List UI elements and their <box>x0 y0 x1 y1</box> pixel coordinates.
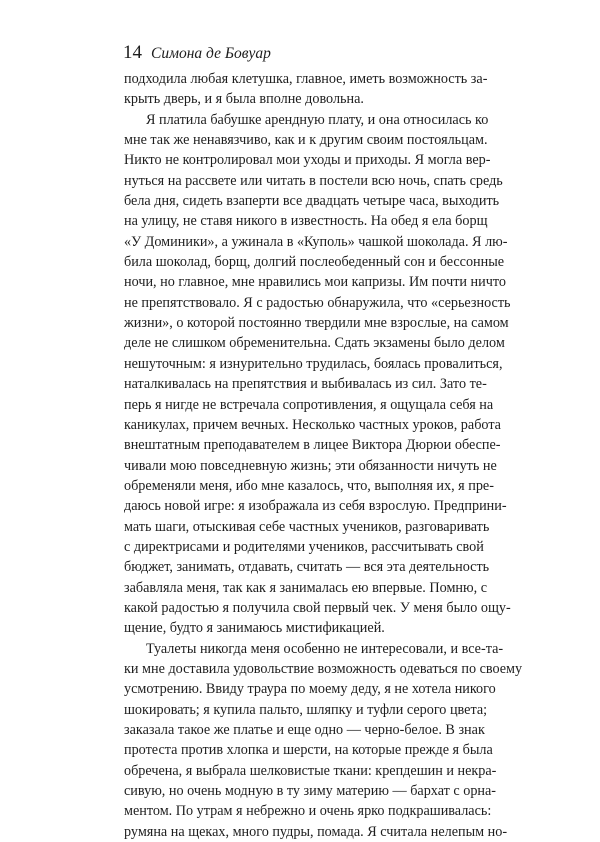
text-line: бела дня, сидеть взаперти все двадцать четыре часа, выходить <box>124 193 500 210</box>
text-line: Никто не контролировал мои уходы и приходы. Я могла вер- <box>124 152 491 169</box>
text-line: заказала такое же платье и еще одно — черно-белое. В знак <box>124 722 485 738</box>
text-line: не препятствовало. Я с радостью обнаружила, что «серьезность <box>124 294 511 311</box>
text-line: нуться на рассвете или читать в постели всю ночь, спать средь <box>124 172 503 189</box>
text-line: ки мне доставила удовольствие возможность одеваться по своему <box>124 660 523 677</box>
text-line: деле не слишком обременительна. Сдать экзамены было делом <box>124 335 505 352</box>
text-line: наталкивалась на препятствия и выбивалась из сил. Зато те- <box>124 376 487 393</box>
page-number: 14 <box>123 42 142 63</box>
text-line: шокировать; я купила пальто, шляпку и туфли серого цвета; <box>124 701 488 718</box>
text-line: жизни», о которой постоянно твердили мне взрослые, на самом <box>124 315 509 332</box>
running-title: Симона де Бовуар <box>151 45 271 62</box>
paragraph <box>124 110 511 639</box>
paragraph <box>124 69 488 110</box>
text-line: протеста против хлопка и шерсти, на которые прежде я была <box>124 742 493 759</box>
text-line: румяна на щеках, много пудры, помада. Я считала нелепым но- <box>124 823 508 840</box>
paragraph <box>124 639 523 842</box>
text-line: мать шаги, отыскивая себе частных учеников, разговаривать <box>124 518 490 535</box>
text-line: перь я нигде не встречала сопротивления, я ощущала себя на <box>124 396 494 413</box>
text-line: подходила любая клетушка, главное, иметь возможность за- <box>124 71 488 87</box>
text-line: ночи, но главное, мне нравились мои капризы. Им почти ничто <box>124 274 506 291</box>
text-line: с директрисами и родителями учеников, рассчитывать свой <box>124 538 484 555</box>
page-header <box>123 42 271 64</box>
text-line: даюсь новой игре: я изображала из себя взрослую. Предприни- <box>124 498 507 515</box>
text-line: усмотрению. Ввиду траура по моему деду, я не хотела никого <box>124 681 496 698</box>
text-line: бюджет, занимать, отдавать, считать — вся эта деятельность <box>124 559 490 576</box>
text-line: сивую, но очень модную в ту зиму материю — бархат с орна- <box>124 783 497 800</box>
text-line: забавляла меня, так как я занималась ею впервые. Помню, с <box>124 579 488 596</box>
text-line: обременяли меня, ибо мне казалось, что, выполняя их, я пре- <box>124 477 494 494</box>
text-line: мне так же ненавязчиво, как и к другим своим постояльцам. <box>124 132 488 149</box>
body-text <box>124 69 523 842</box>
text-line: обречена, я выбрала шелковистые ткани: крепдешин и некра- <box>124 762 497 779</box>
text-line: Туалеты никогда меня особенно не интересовали, и все-та- <box>146 640 504 657</box>
text-line: нешуточным: я изнурительно трудилась, боялась провалиться, <box>124 355 503 372</box>
text-line: каникулах, причем вечных. Несколько частных уроков, работа <box>124 416 501 433</box>
text-line: ментом. По утрам я небрежно и очень ярко подкрашивалась: <box>124 803 492 820</box>
text-line: крыть дверь, и я была вполне довольна. <box>124 91 364 108</box>
text-line: Я платила бабушке арендную плату, и она относилась ко <box>146 111 489 128</box>
text-line: «У Доминики», а ужинала в «Куполь» чашкой шоколада. Я лю- <box>124 233 508 250</box>
text-line: била шоколад, борщ, долгий послеобеденный сон и бессонные <box>124 254 505 271</box>
text-line: какой радостью я получила свой первый чек. У меня было ощу- <box>124 599 511 616</box>
text-line: внештатным преподавателем в лицее Виктора Дюрюи обеспе- <box>124 437 501 454</box>
text-line: на улицу, не ставя никого в известность. На обед я ела борщ <box>124 213 488 230</box>
text-line: щение, будто я занимаюсь мистификацией. <box>124 620 385 637</box>
text-line: чивали мою повседневную жизнь; эти обязанности ничуть не <box>124 457 497 474</box>
